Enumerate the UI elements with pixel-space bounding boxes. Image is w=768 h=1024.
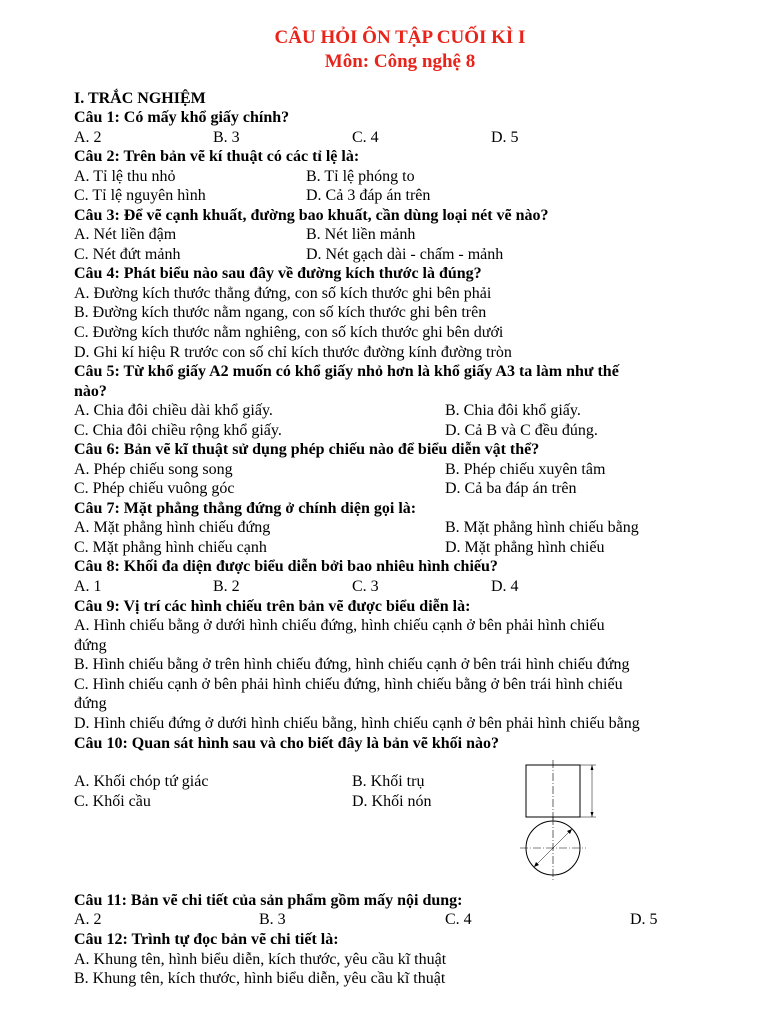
q3-option-b: B. Nét liền mảnh xyxy=(306,226,416,243)
q2-option-a: A. Tỉ lệ thu nhỏ xyxy=(74,168,176,185)
q8-option-c: C. 3 xyxy=(352,578,379,595)
question-5-cont: nào? xyxy=(74,383,107,400)
question-4: Câu 4: Phát biểu nào sau đây về đường kích thước là đúng? xyxy=(74,265,482,282)
page-title: CÂU HỎI ÔN TẬP CUỐI KÌ I xyxy=(274,27,526,48)
q2-option-d: D. Cả 3 đáp án trên xyxy=(306,187,431,204)
question-7: Câu 7: Mặt phẳng thẳng đứng ở chính diện gọi là: xyxy=(74,500,417,517)
q4-option-d: D. Ghi kí hiệu R trước con số chỉ kích thước đường kính đường tròn xyxy=(74,344,512,361)
q3-option-c: C. Nét đứt mảnh xyxy=(74,246,181,263)
q10-option-d: D. Khối nón xyxy=(352,793,432,810)
q9-option-d: D. Hình chiếu đứng ở dưới hình chiếu bằng, hình chiếu cạnh ở bên phải hình chiếu bằng xyxy=(74,715,640,732)
q3-option-a: A. Nét liền đậm xyxy=(74,226,177,243)
q12-option-a: A. Khung tên, hình biểu diễn, kích thước, yêu cầu kĩ thuật xyxy=(74,951,447,968)
cylinder-drawing xyxy=(516,760,606,882)
q9-option-b: B. Hình chiếu bằng ở trên hình chiếu đứng, hình chiếu cạnh ở bên trái hình chiếu đứng xyxy=(74,656,630,673)
question-2: Câu 2: Trên bản vẽ kí thuật có các tỉ lệ là: xyxy=(74,148,360,165)
q10-option-a: A. Khối chóp tứ giác xyxy=(74,773,209,790)
q9-option-c: C. Hình chiếu cạnh ở bên phải hình chiếu đứng, hình chiếu bằng ở bên trái hình chiếu xyxy=(74,676,623,693)
q4-option-b: B. Đường kích thước nằm ngang, con số kích thước ghi bên trên xyxy=(74,304,487,321)
question-11: Câu 11: Bản vẽ chi tiết của sản phẩm gồm mấy nội dung: xyxy=(74,892,463,909)
q10-option-b: B. Khối trụ xyxy=(352,773,425,790)
q1-option-a: A. 2 xyxy=(74,129,102,146)
page-subtitle: Môn: Công nghệ 8 xyxy=(324,51,476,72)
q11-option-a: A. 2 xyxy=(74,911,102,928)
q2-option-b: B. Tỉ lệ phóng to xyxy=(306,168,415,185)
question-10: Câu 10: Quan sát hình sau và cho biết đây là bản vẽ khối nào? xyxy=(74,735,499,752)
question-6: Câu 6: Bản vẽ kĩ thuật sử dụng phép chiếu nào để biểu diễn vật thể? xyxy=(74,441,540,458)
q11-option-b: B. 3 xyxy=(259,911,286,928)
question-8: Câu 8: Khối đa diện được biểu diễn bởi bao nhiêu hình chiếu? xyxy=(74,558,498,575)
section-heading: I. TRẮC NGHIỆM xyxy=(74,90,206,107)
q6-option-a: A. Phép chiếu song song xyxy=(74,461,233,478)
q5-option-d: D. Cả B và C đều đúng. xyxy=(445,422,598,439)
q1-option-b: B. 3 xyxy=(213,129,240,146)
q7-option-d: D. Mặt phẳng hình chiếu xyxy=(445,539,605,556)
q4-option-a: A. Đường kích thước thẳng đứng, con số kích thước ghi bên phải xyxy=(74,285,492,302)
q1-option-d: D. 5 xyxy=(491,129,519,146)
q5-option-a: A. Chia đôi chiều dài khổ giấy. xyxy=(74,402,273,419)
question-12: Câu 12: Trình tự đọc bản vẽ chi tiết là: xyxy=(74,931,339,948)
q5-option-c: C. Chia đôi chiều rộng khổ giấy. xyxy=(74,422,282,439)
q8-option-b: B. 2 xyxy=(213,578,240,595)
q10-option-c: C. Khối cầu xyxy=(74,793,151,810)
q2-option-c: C. Tỉ lệ nguyên hình xyxy=(74,187,206,204)
question-1: Câu 1: Có mấy khổ giấy chính? xyxy=(74,109,290,126)
q9-option-c-cont: đứng xyxy=(74,695,107,712)
q9-option-a: A. Hình chiếu bằng ở dưới hình chiếu đứng, hình chiếu cạnh ở bên phải hình chiếu xyxy=(74,617,605,634)
q1-option-c: C. 4 xyxy=(352,129,379,146)
q8-option-a: A. 1 xyxy=(74,578,102,595)
q3-option-d: D. Nét gạch dài - chấm - mảnh xyxy=(306,246,504,263)
q9-option-a-cont: đứng xyxy=(74,637,107,654)
q12-option-b: B. Khung tên, kích thước, hình biểu diễn, yêu cầu kĩ thuật xyxy=(74,970,446,987)
q7-option-a: A. Mặt phẳng hình chiếu đứng xyxy=(74,519,271,536)
q8-option-d: D. 4 xyxy=(491,578,519,595)
q7-option-b: B. Mặt phẳng hình chiếu bằng xyxy=(445,519,639,536)
q4-option-c: C. Đường kích thước nằm nghiêng, con số kích thước ghi bên dưới xyxy=(74,324,504,341)
q5-option-b: B. Chia đôi khổ giấy. xyxy=(445,402,581,419)
question-9: Câu 9: Vị trí các hình chiếu trên bản vẽ được biểu diễn là: xyxy=(74,598,471,615)
q6-option-b: B. Phép chiếu xuyên tâm xyxy=(445,461,606,478)
question-5: Câu 5: Từ khổ giấy A2 muốn có khổ giấy nhỏ hơn là khổ giấy A3 ta làm như thế xyxy=(74,363,619,380)
q7-option-c: C. Mặt phẳng hình chiếu cạnh xyxy=(74,539,267,556)
question-3: Câu 3: Để vẽ cạnh khuất, đường bao khuất, cần dùng loại nét vẽ nào? xyxy=(74,207,549,224)
q6-option-c: C. Phép chiếu vuông góc xyxy=(74,480,235,497)
q11-option-c: C. 4 xyxy=(445,911,472,928)
q11-option-d: D. 5 xyxy=(630,911,658,928)
q6-option-d: D. Cả ba đáp án trên xyxy=(445,480,577,497)
